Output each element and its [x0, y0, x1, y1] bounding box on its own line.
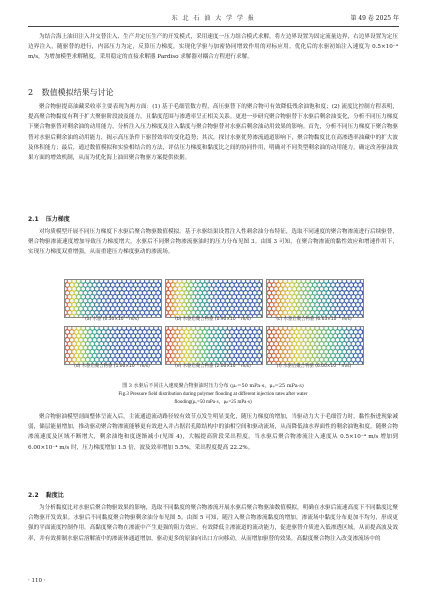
figure-panel-b-label: (b) 水驱后聚合物驱 (0.90×10⁻⁴ m/s) — [175, 317, 251, 322]
figure-panel-f-label: (f) 水驱后聚合物驱 (6.00×10⁻⁴ m/s) — [276, 364, 352, 369]
section-title: 数值模拟结果与讨论 — [41, 88, 114, 97]
section-number: 2 — [28, 88, 34, 97]
subsection-heading-viscosity — [28, 491, 64, 501]
subsection-number: 2.1 — [28, 216, 39, 223]
figure-caption-en — [40, 391, 386, 406]
subsection-title-2: 黏度比 — [45, 492, 64, 499]
pressure-field-e — [166, 327, 262, 364]
paragraph-pressure: 对均质模型开展不同压力梯度下水驱后聚合物驱数值模拟。基于水驱结果设置注入性刺余油分布特征，选取不同速度的聚合物渗流进行后续驱替，聚合物驱渗流速度增加导致压力梯度增大，水驱后不同聚合物渗流驱油时的压力分布见图 3。由图 3 可知，在聚合物渗流的黏性效应和增速作用下，实现压力梯度双重增强，从而重建压力梯度驱动的渗流场。 — [28, 229, 398, 256]
paragraph-pressure-results: 聚合物驱油模型剖面整体呈流入后，主流通道流动路径较有效节点发生明显变化，随压力梯度的增加，当驱动力大于毛细管力时，黏性指进现象减弱，储层能量增加，推动驱动聚合物渗流能够更有效进入并占据岩孔隙结构中的油相空间和驱动流场，从而降低油水界面性的剩余油饱和度。随聚合物渗流速度及区域不断增大，剩余油饱和度逐渐减小(见图 4)，大幅提高阶段采出程度。当水驱后聚合物渗流注入速度从 0.5×10⁻⁴ m/s 增加到 6.00×10⁻⁴ m/s 时，压力梯度增加 1.5 倍，波及效率增加 5.5%，采出程度提高 22.2%。 — [28, 414, 398, 451]
running-header — [28, 14, 399, 27]
figure-caption-en-line1: Fig.3 Pressure field distribution during polymer flooding at different injection rates after water — [118, 392, 308, 397]
figure-caption-en-line2: flooding(μₒ=50 mPa·s，μₚ=25 mPa·s) — [174, 399, 252, 405]
section-heading — [28, 87, 114, 99]
figure-panel-c-label: (c) 水驱后聚合物驱 (6.63×10⁻⁴ m/s) — [276, 317, 352, 322]
figure-panel-a-label: (a) 水驱 (0.50×10⁻⁴ m/s) — [85, 317, 139, 322]
pressure-field-b — [166, 280, 262, 317]
subsection-heading-pressure — [28, 215, 70, 225]
paragraph-overview: 聚合物驱提高油藏采收率主要表现为两方面：(1) 基于毛细管数方程，高压驱替下的聚合物可有效降低残余油饱和度；(2) 流度比控制方程表明，提高聚合物黏度有利于扩大聚驱阶段波及能力，且黏度范围与渗透率呈正相关关系。更进一步研究聚合物驱替下水驱后剩余油变化，分析不同压力梯度下聚合物驱替对剩余油的动用能力，分析注入压力梯度及注入黏度与聚合物驱替对水驱后剩余油动用效果的影响。首先，分析不同压力梯度下聚合物驱替对水驱后剩余油的动用能力，揭示高压条件下驱替效率的变化趋势；其次，探讨水驱优势渗流通道影响下，聚合物黏度比在高渗透率油藏中的扩大波及体积能力；最后，通过数值模拟和实验相结合的方法，评估压力梯度和黏度比之间的协同作用，明确对不同类型剩余油的动用能力，确定改善驱油效果方面的增效机制，从而为优化海上油田聚合物驱方案提供依据。 — [28, 104, 398, 162]
figure-panel-d-label: (d) 水驱后聚合物驱 (1.00×10⁻⁴ m/s) — [74, 364, 150, 369]
figure-panel-f — [266, 326, 364, 365]
figure-panel-a — [64, 279, 162, 318]
figure-panel-d — [64, 326, 162, 365]
subsection-title: 压力梯度 — [45, 216, 70, 223]
figure-panel-c — [266, 279, 364, 318]
figure-panel-e-label: (e) 水驱后聚合物驱 (2.00×10⁻⁴ m/s) — [175, 364, 251, 369]
figure-panel-b — [165, 279, 263, 318]
pressure-field-d — [65, 327, 161, 364]
subsection-number-2: 2.2 — [28, 492, 39, 499]
page-number: · 110 · — [28, 578, 46, 584]
journal-title: 东 北 石 油 大 学 学 报 — [171, 15, 256, 22]
figure-3 — [64, 279, 362, 373]
pressure-field-f — [267, 327, 363, 364]
paragraph-intro: 为结合海上油田注入井交替注入、生产井定压生产的开发模式，采用速度一压力组合模式求解，将左边界设置为固定流量边界，右边界设置为定压边界注入，随驱替的进行，内部压力为定，反算压力梯度，实现化学驱与加密协同增效作用的对标应用。优化后的水驱初始注入速度为 0.5×10⁻⁴ m/s，为增加模型求解精度，采用稳定的直接求解器 Pardiso 求解器对耦合方程进行求解。 — [28, 34, 398, 61]
figure-caption-cn: 图 3 水驱后不同注入速度聚合物驱油时压力分布 (μₒ=50 mPa·s，μₚ=25 mPa·s) — [122, 383, 304, 389]
paragraph-viscosity: 为分析黏度比对水驱后聚合物驱效果的影响，选取不同黏度的聚合物渗流开展水驱后聚合物驱油数值模拟，明确在水驱后流速高度下不同黏度比聚合物驱开发效果。水驱后不同黏度聚合物驱剩余油分布见图 5。由图 5 可知，随注入聚合物渗流黏度的增加，渗流场中黏度分布更加不均匀，形成更强的平面流度控制作用。高黏度聚合物在渗流中产生更强的阻力效应，有效降低主渗流道的流动能力，促进驱替介质进入低渗透区域，从而提高波及效率，并有效抑制水驱后溶解液中的渗流体通道增加，驱动更多的原油向出口方向移动，从而增加驱替的效果。高黏度聚合物注入改变渗流场中的 — [28, 505, 398, 542]
issue-info: 第 49 卷 2025 年 — [350, 15, 399, 22]
pressure-field-c — [267, 280, 363, 317]
figure-panel-e — [165, 326, 263, 365]
pressure-field-a — [65, 280, 161, 317]
